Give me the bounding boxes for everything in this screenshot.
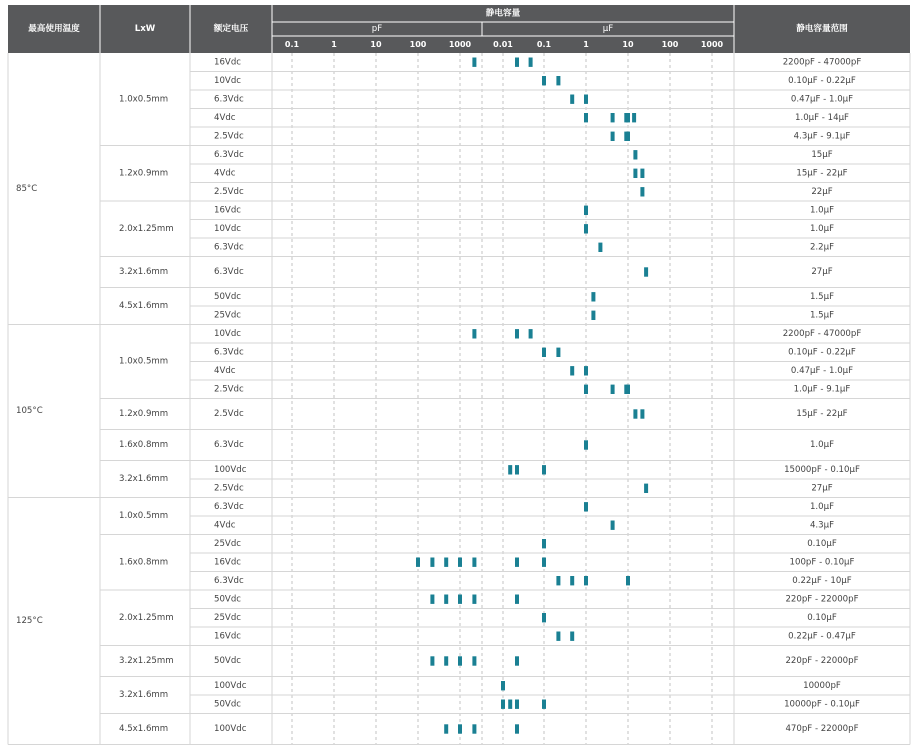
size-label: 4.5x1.6mm [119,724,169,734]
capacitance-bar [640,169,644,178]
voltage-label: 25Vdc [214,310,241,321]
capacitance-bar [556,76,560,85]
capacitance-bar [444,595,448,604]
capacitance-bar [626,132,630,141]
capacitance-bar [515,558,519,567]
capacitance-range-label: 0.10μF [807,612,837,623]
capacitance-range-label: 0.22μF - 10μF [792,575,852,586]
voltage-label: 10Vdc [214,223,241,234]
capacitance-bar [508,465,512,474]
capacitance-range-label: 1.0μF [809,205,835,216]
capacitance-bar [633,409,637,418]
capacitance-range-label: 2200pF - 47000pF [782,57,862,68]
table-row [214,502,834,512]
capacitance-bar [542,348,546,357]
table-row [214,131,850,141]
table-row [214,724,859,734]
capacitance-range-label: 15000pF - 0.10μF [784,464,860,475]
capacitance-bar [542,558,546,567]
capacitance-bar [570,366,574,375]
capacitance-bar [584,440,588,449]
table-row [214,656,859,666]
capacitance-bar [633,169,637,178]
capacitance-bar [570,95,574,104]
capacitance-bar [430,595,434,604]
voltage-label: 16Vdc [214,57,241,68]
capacitance-bar [611,113,615,122]
voltage-label: 4Vdc [214,112,236,123]
capacitance-bar [501,700,505,709]
capacitance-bar [633,150,637,159]
capacitance-range-label: 1.0μF - 14μF [795,112,849,123]
capacitance-bar [472,58,476,67]
voltage-label: 6.3Vdc [214,347,244,358]
capacitance-bar [584,224,588,233]
capacitance-bar [444,724,448,733]
capacitance-range-label: 470pF - 22000pF [785,724,859,734]
voltage-label: 6.3Vdc [214,267,244,277]
axis-tick-label: 1000 [700,40,724,49]
header-capacitance-range: 静电容量范围 [796,24,848,34]
capacitance-bar [556,348,560,357]
capacitance-bar [472,595,476,604]
capacitance-bar [644,484,648,493]
voltage-label: 6.3Vdc [214,94,244,105]
capacitance-range-label: 1.0μF [809,501,835,512]
table-row [214,409,848,419]
capacitance-bar [472,656,476,665]
capacitance-range-label: 1.5μF [809,310,835,321]
table-row [214,384,850,394]
table-row [214,57,861,67]
voltage-label: 50Vdc [214,656,241,666]
capacitance-bar [556,632,560,641]
size-label: 1.6x0.8mm [119,440,169,450]
size-label: 2.0x1.25mm [119,223,174,234]
capacitance-bar [570,576,574,585]
size-label: 3.2x1.6mm [119,690,169,700]
table-row [214,113,849,123]
table-row [214,594,859,604]
capacitance-range-label: 15μF - 22μF [796,168,848,179]
capacitance-bar [515,595,519,604]
table-row [214,168,848,178]
axis-tick-label: 1000 [448,40,472,49]
capacitance-bar [598,243,602,252]
size-label: 4.5x1.6mm [119,301,169,311]
axis-tick-label: 0.1 [536,40,552,49]
capacitance-range-label: 1.5μF [809,291,835,302]
table-row [214,76,856,86]
axis-tick-label: 1 [331,40,337,49]
voltage-label: 10Vdc [214,75,241,86]
table-row [214,94,853,104]
capacitance-bar [542,76,546,85]
capacitance-range-label: 2.2μF [809,242,835,253]
capacitance-bar [501,681,505,690]
capacitance-bar [430,558,434,567]
capacitance-bar [515,656,519,665]
capacitance-bar [626,576,630,585]
capacitance-bar [472,329,476,338]
capacitance-range-label: 4.3μF - 9.1μF [793,131,851,142]
voltage-label: 25Vdc [214,538,241,549]
capacitance-range-label: 22μF [811,186,833,197]
capacitance-range-label: 10000pF [803,680,841,691]
capacitance-bar [584,385,588,394]
capacitance-bar [626,113,630,122]
table-row [214,242,834,252]
capacitance-bar [640,409,644,418]
table-row [214,205,834,215]
capacitance-range-label: 27μF [811,267,833,277]
voltage-label: 4Vdc [214,520,236,531]
voltage-label: 16Vdc [214,557,241,568]
capacitance-range-label: 4.3μF [809,520,835,531]
axis-tick-label: 0.1 [284,40,300,49]
voltage-label: 2.5Vdc [214,131,244,142]
size-label: 3.2x1.6mm [119,474,169,484]
voltage-label: 6.3Vdc [214,501,244,512]
capacitance-range-label: 0.10μF - 0.22μF [788,347,856,358]
capacitance-range-label: 1.0μF [809,223,835,234]
header-lxw: LxW [134,24,156,34]
capacitance-range-label: 15μF - 22μF [796,409,848,419]
capacitance-range-label: 0.47μF - 1.0μF [790,94,854,105]
table-header [8,5,910,53]
voltage-label: 10Vdc [214,328,241,339]
axis-tick-label: 0.01 [493,40,513,49]
capacitance-bar [458,724,462,733]
capacitance-bar [515,724,519,733]
capacitance-bar [458,558,462,567]
capacitance-bar [542,465,546,474]
size-label: 1.6x0.8mm [119,557,169,568]
capacitance-range-label: 1.0μF [809,440,835,450]
table-row [214,366,853,376]
capacitance-bar [584,113,588,122]
header-capacitance: 静电容量 [485,8,521,19]
capacitance-range-label: 0.47μF - 1.0μF [790,365,854,376]
capacitance-bar [542,700,546,709]
capacitance-bar [584,206,588,215]
axis-tick-label: 10 [370,40,382,49]
capacitance-bar [591,311,595,320]
capacitance-range-label: 15μF [811,149,833,160]
table-row [214,699,860,709]
table-row [214,150,833,160]
capacitance-bar [584,502,588,511]
temp-label: 105°C [16,406,43,416]
voltage-label: 6.3Vdc [214,149,244,160]
capacitance-bar [584,95,588,104]
size-label: 3.2x1.6mm [119,267,169,277]
capacitance-bar [472,724,476,733]
capacitance-range-label: 1.0μF - 9.1μF [793,384,851,395]
capacitance-bar [529,329,533,338]
voltage-label: 2.5Vdc [214,483,244,494]
axis-tick-label: 10 [622,40,634,49]
capacitance-bar [542,539,546,548]
table-row [214,440,834,450]
capacitance-bar [632,113,636,122]
capacitance-bar [508,700,512,709]
capacitance-bar [472,558,476,567]
table-row [214,329,861,339]
capacitance-range-label: 10000pF - 0.10μF [784,699,860,710]
capacitance-range-label: 0.10μF [807,538,837,549]
capacitance-bar [416,558,420,567]
voltage-label: 2.5Vdc [214,384,244,395]
voltage-label: 16Vdc [214,631,241,642]
capacitance-bar [458,656,462,665]
voltage-label: 6.3Vdc [214,242,244,253]
size-label: 1.0x0.5mm [119,356,169,367]
table-row [214,613,837,623]
size-label: 1.0x0.5mm [119,511,169,521]
table-row [214,465,860,475]
capacitance-bar [556,576,560,585]
capacitance-range-label: 27μF [811,483,833,494]
capacitance-bar [515,329,519,338]
table-row [214,557,855,567]
voltage-label: 100Vdc [214,680,247,691]
capacitance-bar [570,632,574,641]
size-label: 1.2x0.9mm [119,409,169,419]
table-row [214,292,834,302]
capacitance-bar [611,521,615,530]
capacitance-bar [640,187,644,196]
capacitance-bar [515,58,519,67]
voltage-label: 50Vdc [214,291,241,302]
voltage-label: 6.3Vdc [214,440,244,450]
voltage-label: 50Vdc [214,699,241,710]
table-row [214,520,834,530]
voltage-label: 2.5Vdc [214,186,244,197]
capacitance-range-label: 0.22μF - 0.47μF [788,631,856,642]
table-row [214,681,841,691]
voltage-label: 4Vdc [214,168,236,179]
capacitance-bar [515,465,519,474]
capacitance-bar [444,656,448,665]
capacitance-bar [644,267,648,276]
capacitance-bar [584,576,588,585]
capacitance-bar [611,385,615,394]
capacitance-bar [529,58,533,67]
axis-tick-label: 1 [583,40,589,49]
capacitance-range-label: 220pF - 22000pF [785,656,859,666]
size-label: 2.0x1.25mm [119,612,174,623]
voltage-label: 6.3Vdc [214,575,244,586]
axis-tick-label: 100 [661,40,679,49]
voltage-label: 100Vdc [214,724,247,734]
capacitance-bar [584,366,588,375]
table-row [214,483,833,493]
header-uf-unit: μF [602,24,614,34]
capacitance-bar [444,558,448,567]
table-row [214,224,834,234]
temp-label: 125°C [16,616,43,626]
voltage-label: 4Vdc [214,365,236,376]
voltage-label: 50Vdc [214,594,241,605]
size-label: 1.2x0.9mm [119,168,169,179]
axis-tick-label: 100 [409,40,427,49]
capacitance-bar [515,700,519,709]
capacitance-range-label: 100pF - 0.10μF [789,557,855,568]
table-row [214,631,856,641]
table-row [214,576,852,586]
size-label: 3.2x1.25mm [119,656,174,666]
voltage-label: 25Vdc [214,612,241,623]
capacitance-bar [626,385,630,394]
table-row [214,310,834,320]
temp-label: 85°C [16,183,38,194]
capacitance-range-label: 0.10μF - 0.22μF [788,75,856,86]
table-row [214,539,837,549]
capacitance-range-label: 220pF - 22000pF [785,594,859,605]
capacitance-bar [611,132,615,141]
header-rated-voltage: 额定电压 [213,24,249,34]
voltage-label: 2.5Vdc [214,409,244,419]
table-row [214,347,856,357]
size-label: 1.0x0.5mm [119,94,169,105]
capacitance-bar [542,613,546,622]
table-row [214,187,833,197]
capacitance-bar [458,595,462,604]
voltage-label: 100Vdc [214,464,247,475]
table-row [214,267,833,277]
capacitance-bar [591,292,595,301]
voltage-label: 16Vdc [214,205,241,216]
capacitance-range-label: 2200pF - 47000pF [782,328,862,339]
header-pf-unit: pF [371,24,383,34]
capacitance-bar [430,656,434,665]
header-max-temp: 最高使用温度 [28,24,80,34]
